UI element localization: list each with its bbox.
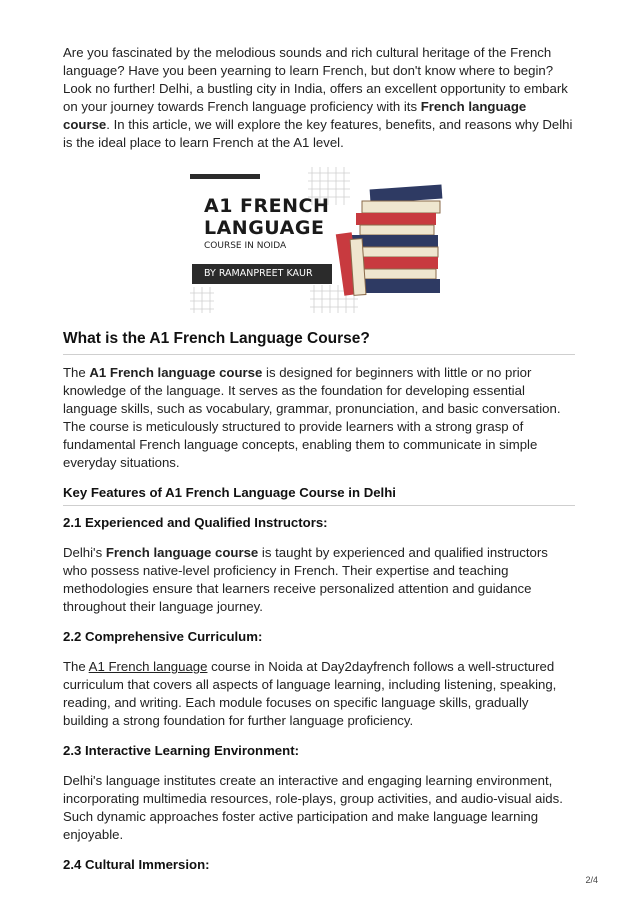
intro-text: Are you fascinated by the melodious sounds and rich cultural heritage of the French language? Have you been yearning to learn French, but don't know where to begin? Look no further! Delhi, a bustling city in India, offers an excellent opportunity to embark on your journey towards French language proficiency with its bbox=[63, 45, 568, 114]
banner-author-label: BY RAMANPREET KAUR bbox=[192, 264, 332, 284]
banner-subtitle: COURSE IN NOIDA bbox=[204, 241, 287, 251]
document-page bbox=[63, 44, 575, 872]
intro-paragraph bbox=[63, 44, 575, 152]
section-heading-what-is: What is the A1 French Language Course? bbox=[63, 330, 575, 355]
page-number: 2/4 bbox=[585, 875, 598, 885]
banner-title-line1: A1 FRENCH bbox=[204, 195, 330, 217]
feature-paragraph-curriculum bbox=[63, 658, 575, 730]
intro-bold: French language course bbox=[63, 99, 527, 132]
para-bold: A1 French language course bbox=[89, 365, 263, 380]
banner-accent-bar bbox=[190, 174, 260, 179]
para-text: The bbox=[63, 365, 90, 380]
feature-heading-instructors: 2.1 Experienced and Qualified Instructors: bbox=[63, 515, 328, 530]
feature-paragraph-interactive: Delhi's language institutes create an interactive and engaging learning environment, incorporating multimedia resources, role-plays, group activities, and audio-visual aids. Such dynamic approaches foster active participation and make language learning enjoyable. bbox=[63, 773, 563, 842]
intro-text-end: . In this article, we will explore the key features, benefits, and reasons why Delhi is the ideal place to learn French at the A1 level. bbox=[63, 117, 573, 150]
para-bold: French language course bbox=[105, 545, 259, 560]
course-banner-image bbox=[190, 167, 446, 315]
section-heading-key-features: Key Features of A1 French Language Course in Delhi bbox=[63, 485, 575, 506]
para-text-end: course in Noida at Day2dayfrench follows a well-structured curriculum that covers all aspects of language learning, including listening, speaking, reading, and writing. Each module focuses on specific language skills, gradually building a strong foundation for further language proficiency. bbox=[63, 659, 557, 728]
a1-french-language-link[interactable]: A1 French language bbox=[88, 659, 208, 674]
para-text: Delhi's bbox=[63, 545, 106, 560]
feature-heading-cultural: 2.4 Cultural Immersion: bbox=[63, 857, 210, 872]
para-text-end: is taught by experienced and qualified instructors who possess native-level proficiency in French. Their expertise and teaching methodologies ensure that learners receive personalized attention and guidance throughout their language journey. bbox=[63, 545, 548, 614]
feature-heading-curriculum: 2.2 Comprehensive Curriculum: bbox=[63, 629, 263, 644]
feature-heading-interactive: 2.3 Interactive Learning Environment: bbox=[63, 743, 299, 758]
para-text: The bbox=[63, 659, 89, 674]
feature-paragraph-instructors bbox=[63, 544, 575, 616]
banner-title-line2: LANGUAGE bbox=[204, 217, 325, 239]
section-what-is-paragraph bbox=[63, 364, 575, 472]
para-text-end: is designed for beginners with little or no prior knowledge of the language. It serves as the foundation for developing essential language skills, such as vocabulary, grammar, pronunciation, and basic conversation. The course is meticulously structured to provide learners with a strong grasp of fundamental French language concepts, enabling them to communicate in simple everyday situations. bbox=[63, 365, 561, 470]
book-stack-illustration bbox=[336, 185, 443, 296]
